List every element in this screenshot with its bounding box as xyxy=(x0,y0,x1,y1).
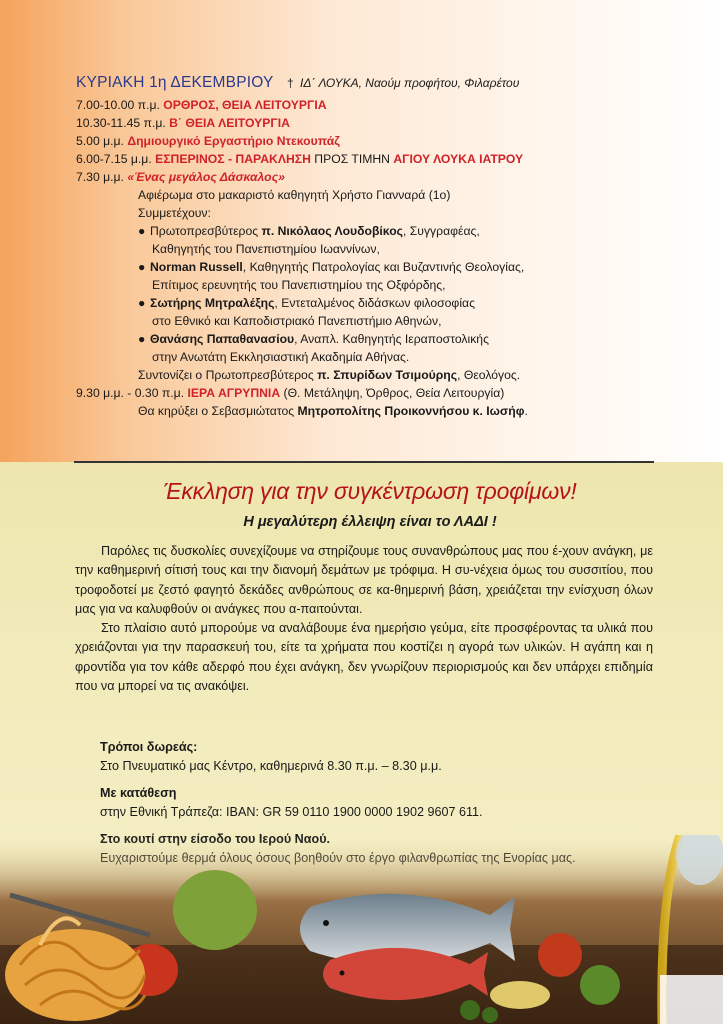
schedule-line: 7.30 μ.μ. «Ένας μεγάλος Δάσκαλος» xyxy=(76,170,285,184)
speaker-affiliation: Καθηγητής του Πανεπιστημίου Ιωαννίνων, xyxy=(152,242,380,256)
saints-of-day: ΙΔ΄ ΛΟΥΚΑ, Ναούμ προφήτου, Φιλαρέτου xyxy=(300,76,520,90)
schedule-section xyxy=(76,72,706,420)
appeal-body xyxy=(75,542,653,696)
schedule-line: 5.00 μ.μ. Δημιουργικό Εργαστήριο Ντεκουπάζ xyxy=(76,134,340,148)
appeal-paragraph: Στο πλαίσιο αυτό μπορούμε να αναλάβουμε ένα ημερήσιο γεύμα, είτε προσφέροντας τα υλικά που χρειάζονται για την παρασκευή του, είτε τα χρήματα που κοστίζει η αγορά των υλικών. Η αγάπη και η φροντίδα για τον κάθε αδερφό που έχει ανάγκη, δεν γνωρίζουν περιορισμούς και δεν υπάρχει επιδημία που να μπορεί να τις ανακόψει. xyxy=(75,621,653,694)
participants-label: Συμμετέχουν: xyxy=(138,206,211,220)
schedule-line: 10.30-11.45 π.μ. Β΄ ΘΕΙΑ ΛΕΙΤΟΥΡΓΙΑ xyxy=(76,116,290,130)
speaker-affiliation: στην Ανωτάτη Εκκλησιαστική Ακαδημία Αθήνας. xyxy=(152,350,410,364)
schedule-line: 6.00-7.15 μ.μ. ΕΣΠΕΡΙΝΟΣ - ΠΑΡΑΚΛΗΣΗ ΠΡΟΣ ΤΙΜΗΝ ΑΓΙΟΥ ΛΟΥΚΑ ΙΑΤΡΟΥ xyxy=(76,152,524,166)
schedule-line: 7.00-10.00 π.μ. ΟΡΘΡΟΣ, ΘΕΙΑ ΛΕΙΤΟΥΡΓΙΑ xyxy=(76,98,327,112)
tribute-text: Αφιέρωμα στο μακαριστό καθηγητή Χρήστο Γιανναρά (1ο) xyxy=(138,188,451,202)
preacher-line: Θα κηρύξει ο Σεβασμιώτατος Μητροπολίτης Προικοννήσου κ. Ιωσήφ. xyxy=(138,404,528,418)
donation-method: Τρόποι δωρεάς: Στο Πνευματικό μας Κέντρο, καθημερινά 8.30 π.μ. – 8.30 μ.μ. xyxy=(100,740,442,773)
section-divider xyxy=(74,461,654,463)
appeal-subtitle: Η μεγαλύτερη έλλειψη είναι το ΛΑΔΙ ! xyxy=(243,514,497,530)
speaker-item: ● Norman Russell, Καθηγητής Πατρολογίας και Βυζαντινής Θεολογίας, xyxy=(138,260,525,274)
deposit-method: Με κατάθεση στην Εθνική Τράπεζα: IBAN: GR 59 0110 1900 0000 1902 9607 611. xyxy=(100,786,483,819)
bullet-icon: ● xyxy=(138,224,146,238)
speaker-affiliation: Επίτιμος ερευνητής του Πανεπιστημίου της Οξφόρδης, xyxy=(152,278,446,292)
dagger-icon: † xyxy=(286,76,294,90)
moderator-line: Συντονίζει ο Πρωτοπρεσβύτερος π. Σπυρίδων Τσιμούρης, Θεολόγος. xyxy=(138,368,521,382)
speaker-item: ● Σωτήρης Μητραλέξης, Εντεταλμένος διδάσκων φιλοσοφίας xyxy=(138,296,475,310)
appeal-paragraph: Παρόλες τις δυσκολίες συνεχίζουμε να στηρίζουμε τους συνανθρώπους μας που έ-χουν ανάγκη, με την καθημερινή σίτισή τους και την διανομή δεμάτων με τρόφιμα. Η συ-νέχεια όμως του συσσιτίου, που τροφοδοτεί με ζεστό φαγητό δεκάδες ανθρώπους σε κα-θημερινή βάση, χρειάζεται την ενίσχυση όλων μας για να καλυφθούν οι ανάγκες που α-παιτούνται. xyxy=(75,544,653,616)
appeal-title: Έκκληση για την συγκέντρωση τροφίμων! xyxy=(163,478,577,504)
bullet-icon: ● xyxy=(138,296,146,310)
plate-icon xyxy=(660,975,723,1024)
food-illustration xyxy=(0,835,723,1024)
speaker-item: ● Πρωτοπρεσβύτερος π. Νικόλαος Λουδοβίκος, Συγγραφέας, xyxy=(138,224,480,238)
schedule-header xyxy=(76,72,706,94)
bullet-icon: ● xyxy=(138,332,146,346)
apple-icon xyxy=(173,870,257,950)
speaker-item: ● Θανάσης Παπαθανασίου, Αναπλ. Καθηγητής Ιεραποστολικής xyxy=(138,332,489,346)
schedule-line: 9.30 μ.μ. - 0.30 π.μ. ΙΕΡΑ ΑΓΡΥΠΝΙΑ (Θ. Μετάληψη, Όρθρος, Θεία Λειτουργία) xyxy=(76,386,505,400)
speaker-affiliation: στο Εθνικό και Καποδιστριακό Πανεπιστήμιο Αθηνών, xyxy=(152,314,442,328)
day-title: ΚΥΡΙΑΚΗ 1η ΔΕΚΕΜΒΡΙΟΥ xyxy=(76,74,274,91)
bullet-icon: ● xyxy=(138,260,146,274)
